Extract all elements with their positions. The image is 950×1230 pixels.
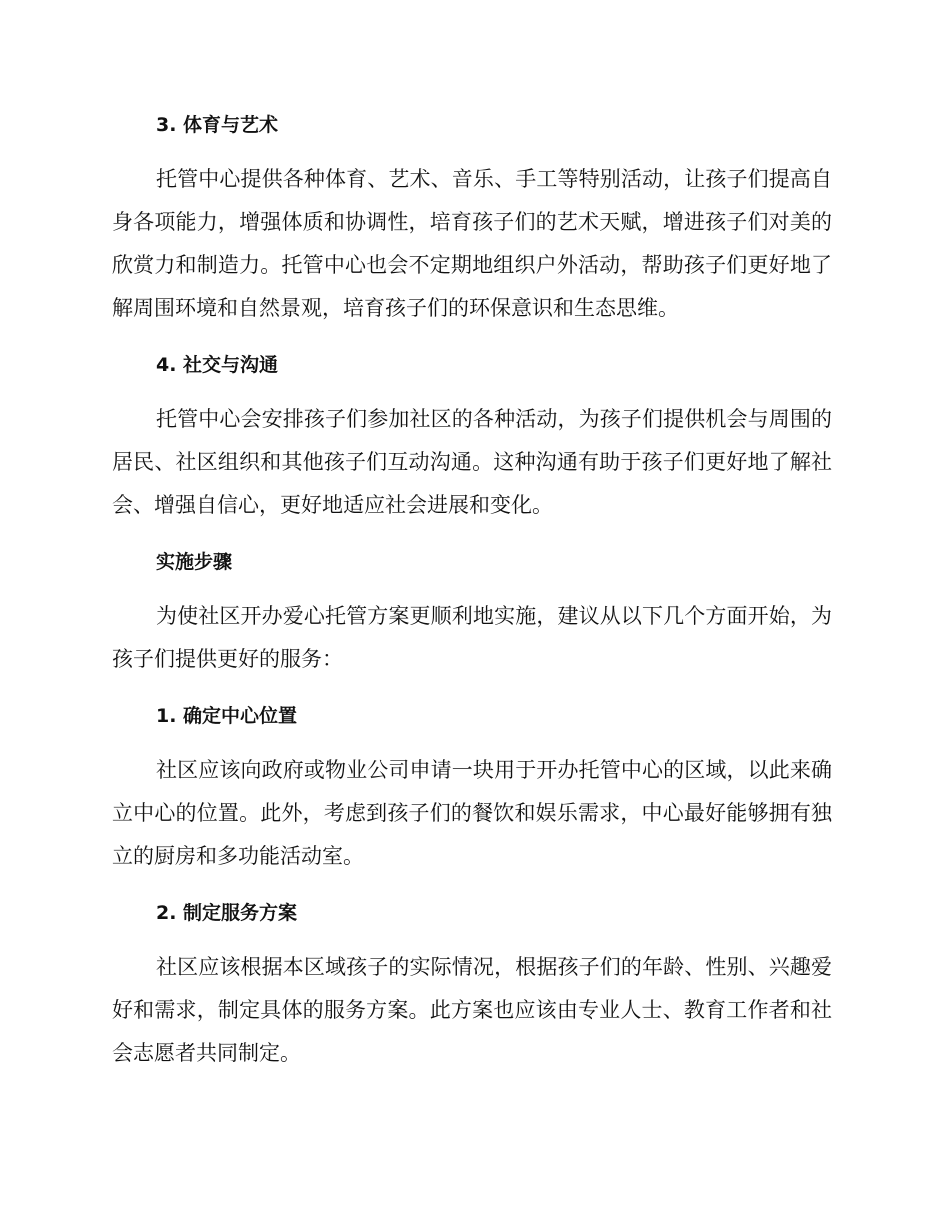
paragraph-social: 托管中心会安排孩子们参加社区的各种活动，为孩子们提供机会与周围的居民、社区组织和其他孩子们互动沟通。这种沟通有助于孩子们更好地了解社会、增强自信心，更好地适应社会进展和变化。 bbox=[112, 407, 832, 517]
paragraph-implementation: 为使社区开办爱心托管方案更顺利地实施，建议从以下几个方面开始，为孩子们提供更好的服务： bbox=[112, 604, 832, 671]
paragraph-sports-art: 托管中心提供各种体育、艺术、音乐、手工等特别活动，让孩子们提高自身各项能力，增强体质和协调性，培育孩子们的艺术天赋，增进孩子们对美的欣赏力和制造力。托管中心也会不定期地组织户外活动，帮助孩子们更好地了解周围环境和自然景观，培育孩子们的环保意识和生态思维。 bbox=[112, 167, 832, 320]
document-body bbox=[112, 110, 832, 1075]
section-heading-implementation: 实施步骤 bbox=[156, 551, 233, 573]
section-heading-social: 4. 社交与沟通 bbox=[156, 354, 279, 376]
section-heading-service-plan: 2. 制定服务方案 bbox=[156, 902, 298, 924]
section-heading-sports-art: 3. 体育与艺术 bbox=[156, 114, 279, 136]
section-heading-location: 1. 确定中心位置 bbox=[156, 705, 298, 727]
paragraph-location: 社区应该向政府或物业公司申请一块用于开办托管中心的区域，以此来确立中心的位置。此外，考虑到孩子们的餐饮和娱乐需求，中心最好能够拥有独立的厨房和多功能活动室。 bbox=[112, 758, 832, 868]
paragraph-service-plan: 社区应该根据本区域孩子的实际情况，根据孩子们的年龄、性别、兴趣爱好和需求，制定具体的服务方案。此方案也应该由专业人士、教育工作者和社会志愿者共同制定。 bbox=[112, 955, 832, 1065]
